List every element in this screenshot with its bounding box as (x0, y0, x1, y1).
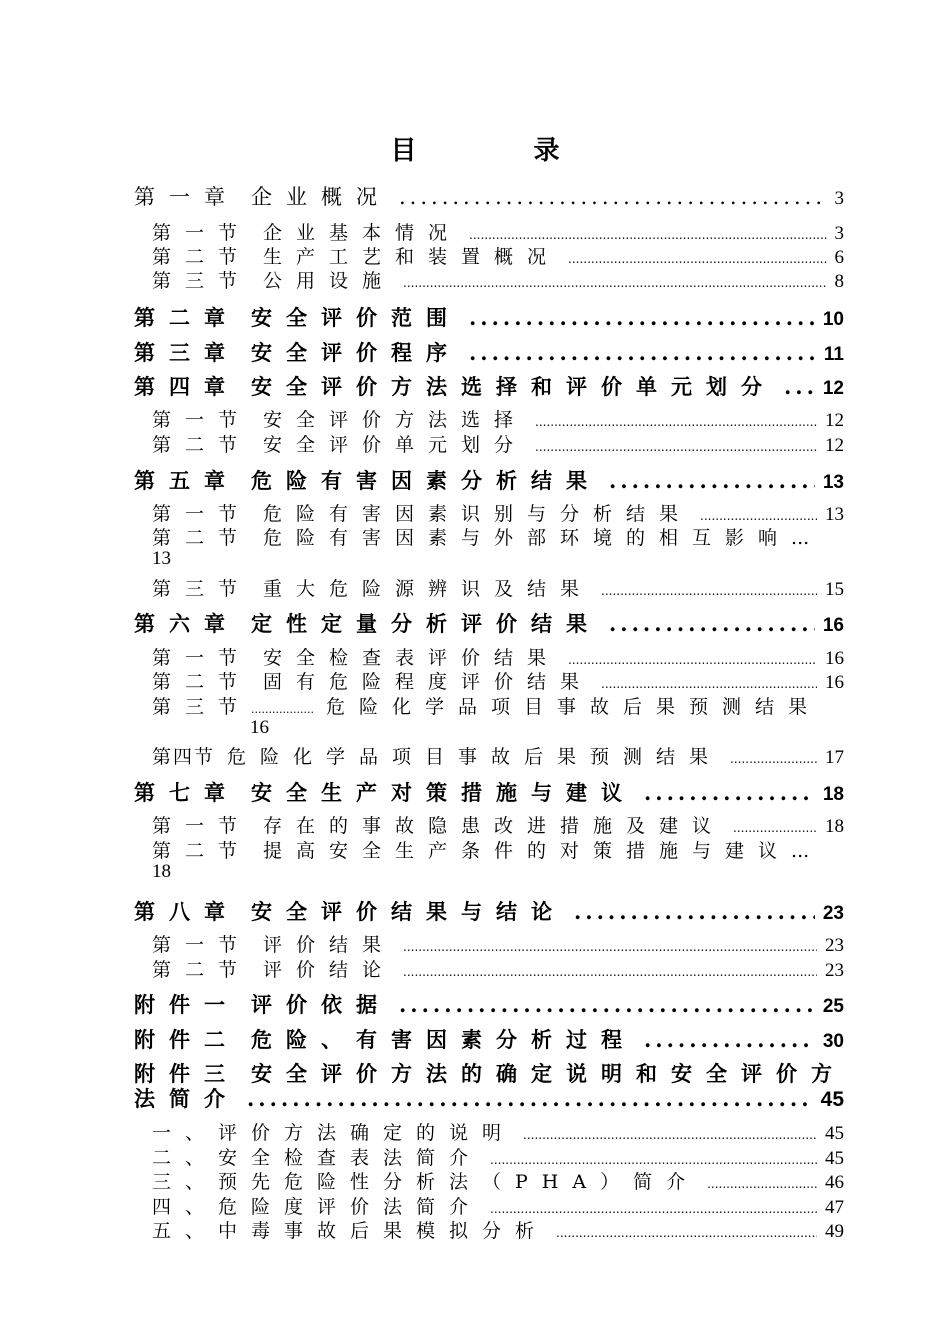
toc-label: 五、 (152, 1220, 219, 1242)
toc-leader (403, 276, 826, 290)
toc-section-5-2[interactable]: 第二节 危险有害因素与外部环境的相互影响... (152, 527, 810, 549)
toc-leader (469, 228, 826, 242)
toc-title: 企业概况 (251, 185, 391, 209)
toc-leader (700, 509, 817, 523)
toc-label: 第一节 (152, 409, 252, 431)
toc-page: 46 (825, 1172, 844, 1193)
toc-title: 评价方法确定的说明 (218, 1122, 516, 1144)
toc-label: 第二节 (152, 246, 252, 268)
toc-title: 危险度评价法简介 (218, 1196, 483, 1218)
toc-leader (707, 1177, 817, 1191)
toc-label: 第八章 (134, 899, 239, 924)
toc-title: 中毒事故后果模拟分析 (218, 1220, 549, 1242)
toc-leader (556, 1226, 817, 1240)
toc-label: 附件三 (134, 1061, 239, 1086)
toc-leader (644, 780, 815, 805)
toc-page: 12 (822, 378, 844, 399)
toc-page: 12 (825, 410, 844, 431)
toc-page: 47 (825, 1197, 844, 1218)
toc-page: 23 (822, 903, 844, 924)
toc-page: 8 (834, 271, 844, 292)
toc-label: 第三章 (134, 340, 239, 365)
toc-page: 25 (822, 996, 844, 1017)
toc-label: 二、 (152, 1147, 219, 1169)
toc-page: 16 (825, 672, 844, 693)
toc-chapter-3[interactable] (134, 337, 844, 363)
toc-chapter-8[interactable] (134, 896, 844, 922)
toc-title: 危险有害因素分析结果 (251, 468, 601, 493)
toc-chapter-1[interactable] (134, 181, 844, 207)
toc-section-4-2[interactable] (152, 430, 844, 456)
toc-label: 第六章 (134, 611, 239, 636)
toc-leader (601, 584, 817, 598)
toc-section-6-2[interactable] (152, 667, 844, 693)
toc-appendix-1[interactable] (134, 989, 844, 1015)
toc-title: 评价依据 (251, 992, 391, 1017)
toc-leader (644, 1027, 815, 1052)
toc-page: 16 (250, 717, 269, 738)
toc-page: 6 (834, 247, 844, 268)
toc-page: 18 (822, 784, 844, 805)
toc-title: 危险化学品项目事故后果预测结果 (227, 746, 723, 768)
toc-leader (574, 899, 815, 924)
toc-title: 安全评价结果与结论 (251, 899, 566, 924)
toc-title: 存在的事故隐患改进措施及建议 (263, 815, 726, 837)
toc-title-continued: 法简介 (134, 1086, 239, 1111)
toc-title: 公用设施 (263, 270, 396, 292)
toc-section-1-2[interactable] (152, 242, 844, 268)
toc-page: 18 (152, 861, 171, 882)
toc-title: 预先危险性分析法（PHA）简介 (218, 1171, 700, 1193)
toc-section-8-1[interactable] (152, 930, 844, 956)
toc-label: 一、 (152, 1122, 219, 1144)
toc-section-1-3[interactable] (152, 266, 844, 292)
toc-title: 危险有害因素与外部环境的相互影响 (263, 527, 792, 549)
toc-label: 第三节 (152, 696, 252, 718)
toc-appendix-2[interactable] (134, 1024, 844, 1050)
toc-section-6-1[interactable] (152, 643, 844, 669)
toc-item-3[interactable] (152, 1167, 844, 1193)
toc-leader (523, 1128, 817, 1142)
toc-page: 13 (825, 504, 844, 525)
toc-chapter-5[interactable] (134, 465, 844, 491)
toc-page: 16 (822, 615, 844, 636)
toc-label: 第一节 (152, 647, 252, 669)
toc-item-2[interactable] (152, 1143, 844, 1169)
toc-label: 第五章 (134, 468, 239, 493)
toc-leader (568, 252, 826, 266)
toc-leader (609, 468, 815, 493)
toc-label: 第二节 (152, 527, 252, 549)
toc-section-7-1[interactable] (152, 811, 844, 837)
toc-leader (535, 415, 817, 429)
toc-leader (490, 1202, 817, 1216)
toc-label: 第一节 (152, 934, 252, 956)
toc-label: 第一节 (152, 815, 252, 837)
toc-section-1-1[interactable] (152, 218, 844, 244)
toc-page: 13 (822, 472, 844, 493)
toc-title: 评价结论 (263, 959, 396, 981)
toc-leader (784, 374, 815, 399)
toc-title: 安全检查表评价结果 (263, 647, 561, 669)
toc-title: 固有危险程度评价结果 (263, 671, 594, 693)
toc-label: 第三节 (152, 578, 252, 600)
toc-leader (733, 821, 817, 835)
toc-page: 10 (822, 309, 844, 330)
toc-page: 45 (825, 1148, 844, 1169)
toc-item-4[interactable] (152, 1192, 844, 1218)
toc-title: 安全评价单元划分 (263, 434, 528, 456)
toc-label: 四、 (152, 1196, 219, 1218)
toc-label: 第一节 (152, 503, 252, 525)
toc-title: 生产工艺和装置概况 (263, 246, 561, 268)
toc-page: 23 (825, 935, 844, 956)
toc-label: 第三节 (152, 270, 252, 292)
toc-section-6-3[interactable]: 第三节.................. 危险化学品项目事故后果预测结果 (152, 696, 821, 718)
toc-leader (730, 752, 817, 766)
toc-page: 12 (825, 435, 844, 456)
toc-title: 安全评价方法的确定说明和安全评价方 (251, 1061, 846, 1086)
toc-leader (490, 1153, 817, 1167)
toc-label: 附件一 (134, 992, 239, 1017)
toc-appendix-3-cont[interactable] (134, 1083, 844, 1113)
toc-leader (399, 992, 815, 1017)
toc-page: 45 (825, 1123, 844, 1144)
toc-page: 30 (822, 1031, 844, 1052)
toc-item-1[interactable] (152, 1118, 844, 1144)
toc-page: 15 (825, 579, 844, 600)
toc-page: 11 (823, 344, 844, 365)
toc-page: 3 (834, 223, 844, 244)
toc-leader (535, 440, 817, 454)
toc-leader (399, 185, 827, 209)
toc-page: 16 (825, 648, 844, 669)
toc-title: 危险化学品项目事故后果预测结果 (325, 696, 821, 718)
toc-label: 第一章 (134, 185, 239, 209)
toc-title: 安全评价范围 (251, 305, 461, 330)
toc-section-8-2[interactable] (152, 955, 844, 981)
toc-leader (568, 653, 817, 667)
toc-title: 企业基本情况 (263, 222, 462, 244)
toc-page: 49 (825, 1221, 844, 1242)
toc-item-5[interactable] (152, 1216, 844, 1242)
toc-leader (469, 340, 816, 365)
toc-chapter-2[interactable] (134, 302, 844, 328)
toc-page: 18 (825, 816, 844, 837)
toc-label: 三、 (152, 1171, 219, 1193)
toc-label: 第二节 (152, 671, 252, 693)
toc-title: 定性定量分析评价结果 (251, 611, 601, 636)
toc-label: 第二节 (152, 840, 252, 862)
toc-leader (403, 940, 817, 954)
toc-label: 附件二 (134, 1027, 239, 1052)
toc-title: 重大危险源辨识及结果 (263, 578, 594, 600)
toc-title: 安全生产对策措施与建议 (251, 780, 636, 805)
toc-page: 13 (152, 548, 171, 569)
toc-leader (403, 965, 817, 979)
toc-section-5-3[interactable] (152, 574, 844, 600)
toc-page: 45 (820, 1088, 844, 1111)
toc-section-5-1[interactable] (152, 499, 844, 525)
toc-leader (609, 611, 815, 636)
toc-chapter-4[interactable] (134, 371, 844, 397)
toc-page: 17 (825, 747, 844, 768)
toc-leader (469, 305, 815, 330)
toc-page: 23 (825, 960, 844, 981)
toc-title: 危险有害因素识别与分析结果 (263, 503, 693, 525)
toc-label: 第二节 (152, 434, 252, 456)
toc-label: 第二节 (152, 959, 252, 981)
toc-label: 第四章 (134, 374, 239, 399)
toc-title: 提高安全生产条件的对策措施与建议 (263, 840, 792, 862)
toc-chapter-6[interactable] (134, 608, 844, 634)
toc-label: 第七章 (134, 780, 239, 805)
toc-title: 危险、有害因素分析过程 (251, 1027, 636, 1052)
toc-title: 安全评价方法选择和评价单元划分 (251, 374, 776, 399)
toc-leader (601, 677, 817, 691)
toc-leader (247, 1086, 813, 1111)
toc-section-7-2[interactable]: 第二节 提高安全生产条件的对策措施与建议... (152, 840, 810, 862)
page-title: 目 录 (390, 136, 614, 166)
toc-label: 第二章 (134, 305, 239, 330)
toc-section-4-1[interactable] (152, 405, 844, 431)
toc-page: 3 (834, 188, 844, 209)
toc-title: 安全检查表法简介 (218, 1147, 483, 1169)
toc-section-6-4[interactable] (152, 742, 844, 768)
toc-title: 安全评价方法选择 (263, 409, 528, 431)
toc-label: 第四节 (152, 746, 216, 768)
toc-chapter-7[interactable] (134, 777, 844, 803)
toc-label: 第一节 (152, 222, 252, 244)
toc-title: 评价结果 (263, 934, 396, 956)
toc-title: 安全评价程序 (251, 340, 461, 365)
